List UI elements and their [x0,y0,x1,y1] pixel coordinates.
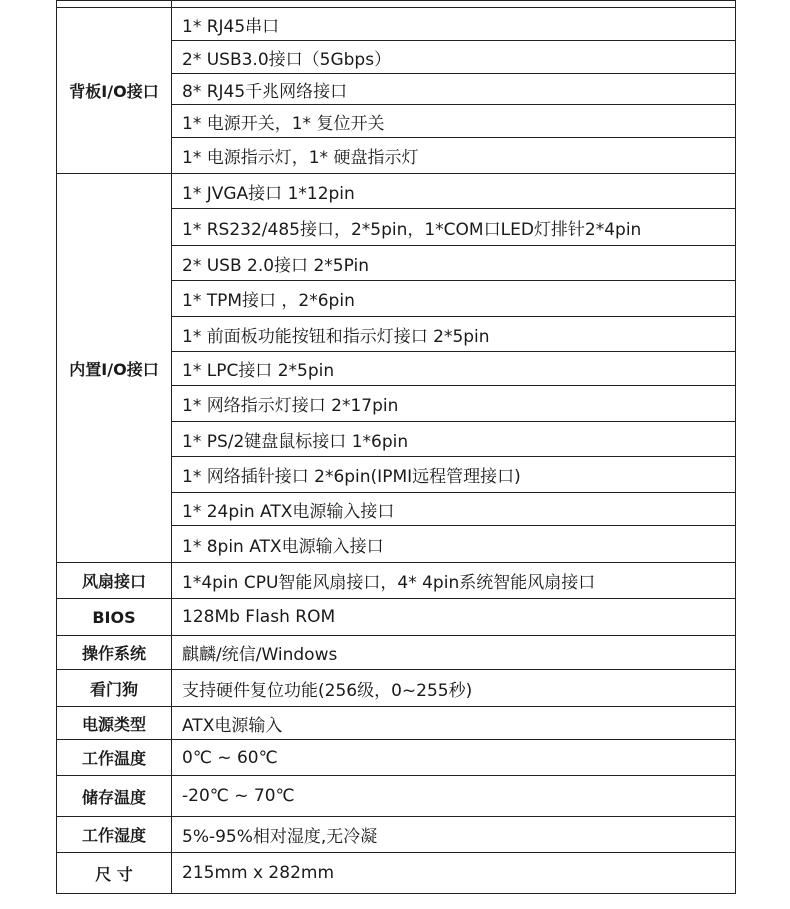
table-row [57,776,736,817]
spec-value: 1* 网络插针接口 2*6pin(IPMI远程管理接口) [172,457,736,493]
table-row [57,599,736,636]
spec-value: ATX电源输入 [172,707,736,740]
spec-table [56,0,736,894]
spec-value: 1* RS232/485接口，2*5pin，1*COM口LED灯排针2*4pin [172,209,736,246]
spec-value: 128Mb Flash ROM [172,599,736,636]
spec-label: 储存温度 [57,776,172,817]
spec-label: BIOS [57,599,172,636]
spec-value: 1* 8pin ATX电源输入接口 [172,526,736,563]
spec-value: 1* 前面板功能按钮和指示灯接口 2*5pin [172,317,736,352]
spec-value: 1* 24pin ATX电源输入接口 [172,493,736,526]
table-row [57,1,736,8]
spec-label: 内置I/O接口 [57,174,172,563]
spec-value: 1* 电源开关，1* 复位开关 [172,105,736,138]
spec-value: 1* RJ45串口 [172,8,736,41]
spec-value: 1* TPM接口 ，2*6pin [172,281,736,317]
spec-value: 支持硬件复位功能(256级，0~255秒) [172,670,736,707]
spec-label: 工作温度 [57,740,172,776]
spec-label [57,1,172,8]
spec-value: 1* 网络指示灯接口 2*17pin [172,386,736,422]
table-row [57,8,736,41]
spec-value: 215mm x 282mm [172,853,736,894]
spec-label: 工作湿度 [57,817,172,853]
table-row [57,670,736,707]
table-row [57,563,736,599]
spec-value: 麒麟/统信/Windows [172,636,736,670]
spec-label: 电源类型 [57,707,172,740]
table-row [57,707,736,740]
table-row [57,853,736,894]
spec-value: -20℃ ~ 70℃ [172,776,736,817]
spec-value: 8* RJ45千兆网络接口 [172,74,736,105]
spec-label: 尺 寸 [57,853,172,894]
spec-label: 背板I/O接口 [57,8,172,174]
spec-label: 看门狗 [57,670,172,707]
table-row [57,174,736,209]
spec-value [172,1,736,8]
spec-value: 2* USB 2.0接口 2*5Pin [172,246,736,281]
spec-value: 1* PS/2键盘鼠标接口 1*6pin [172,422,736,457]
table-row [57,740,736,776]
spec-value: 0℃ ~ 60℃ [172,740,736,776]
spec-label: 风扇接口 [57,563,172,599]
spec-value: 1* JVGA接口 1*12pin [172,174,736,209]
table-row [57,817,736,853]
spec-value: 5%-95%相对湿度,无冷凝 [172,817,736,853]
spec-value: 2* USB3.0接口（5Gbps） [172,41,736,74]
spec-value: 1* LPC接口 2*5pin [172,352,736,386]
table-row [57,636,736,670]
spec-value: 1* 电源指示灯，1* 硬盘指示灯 [172,138,736,174]
spec-label: 操作系统 [57,636,172,670]
spec-value: 1*4pin CPU智能风扇接口，4* 4pin系统智能风扇接口 [172,563,736,599]
